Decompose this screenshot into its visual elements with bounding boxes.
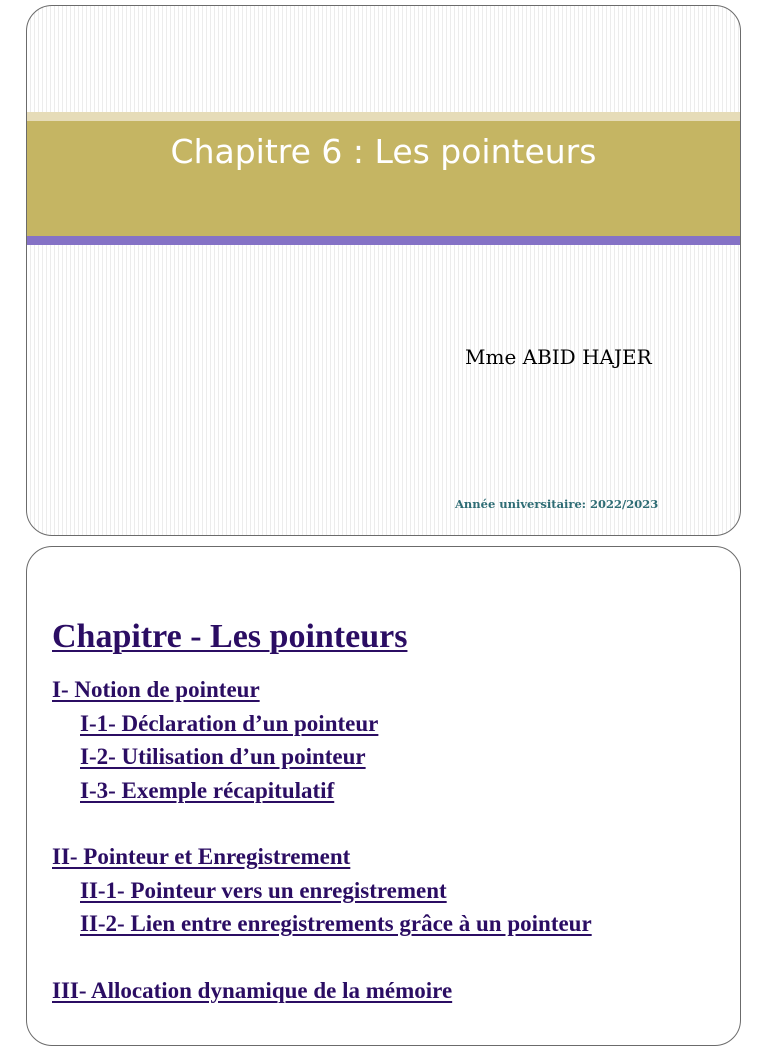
title-slide: [26, 5, 741, 536]
toc-item-2-1: II-1- Pointeur vers un enregistrement: [80, 877, 447, 903]
toc-section-1: I- Notion de pointeur: [52, 677, 260, 702]
toc-section-3: III- Allocation dynamique de la mémoire: [52, 977, 453, 1003]
toc-item-2-2: II-2- Lien entre enregistrements grâce à un pointeur: [80, 911, 592, 936]
title-band-highlight: [27, 112, 740, 121]
toc-spacer: [52, 807, 592, 840]
table-of-contents: [52, 617, 592, 1007]
toc-section-2: II- Pointeur et Enregistrement: [52, 844, 351, 869]
toc-item-1-3: I-3- Exemple récapitulatif: [80, 777, 335, 803]
slide-title: Chapitre 6 : Les pointeurs: [170, 132, 597, 171]
toc-item-1-1: I-1- Déclaration d’un pointeur: [80, 710, 379, 736]
contents-heading: Chapitre - Les pointeurs: [52, 618, 408, 655]
academic-year: Année universitaire: 2022/2023: [455, 497, 659, 511]
author-name: Mme ABID HAJER: [465, 345, 652, 369]
toc-spacer: [52, 941, 592, 974]
contents-slide: [26, 546, 741, 1046]
accent-line: [27, 236, 740, 245]
toc-item-1-2: I-2- Utilisation d’un pointeur: [80, 744, 366, 769]
